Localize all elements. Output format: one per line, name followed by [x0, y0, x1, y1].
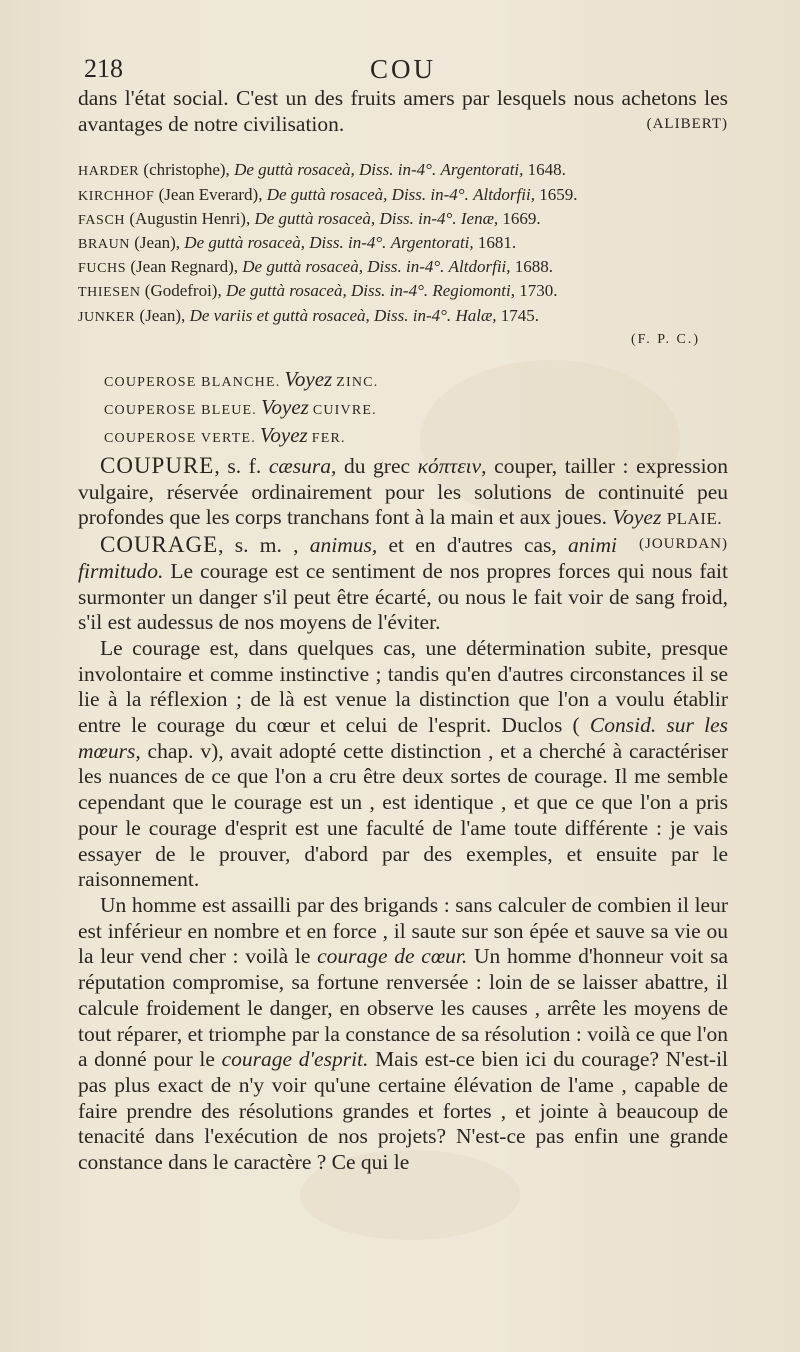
bibliography-signature: (F. P. C.) — [630, 331, 700, 347]
intro-text: dans l'état social. C'est un des fruits amers par lesquels nous achetons les avantages de notre civilisation. — [78, 86, 728, 136]
paragraph-2: Le courage est, dans quelques cas, une détermination subite, presque involontaire et comme instinctive ; tandis qu'en d'autres circonstances il se lie à la réflexion ; de là est venue la distinction que l'on a voulu établir entre le courage du cœur et celui de l'esprit. Duclos ( Consid. sur les mœurs, chap. v), avait adopté cette distinction , et a cherché à caractériser les nuances de ce que l'on a cru être deux sortes de courage. Il me semble cependant que le courage est un , est identique , et que ce que l'on a pris pour le courage d'esprit est une faculté de l'ame toute différente : je vais essayer de le prouver, d'abord par des exemples, et ensuite par le raisonnement. — [78, 635, 729, 892]
bibliography-entry: HARDER (christophe), De guttà rosaceà, Diss. in-4°. Argentorati, 1648. — [78, 160, 566, 180]
running-head: COU — [369, 54, 436, 84]
xref-entry: COUPEROSE BLEUE. Voyez CUIVRE. — [104, 395, 377, 420]
entry-courage: COURAGE, s. m. , animus, et en d'autres cas, animi firmitudo. Le courage est ce sentiment de nos propres forces qui nous fait surmonter un danger s'il peut être écarté, ou nous le fait voir de sang froid, s'il est audessus de nos moyens de l'éviter. — [78, 532, 728, 635]
coupure-signature: (JOURDAN) — [639, 536, 728, 553]
paragraph-3: Un homme est assailli par des brigands : sans calculer de combien il leur est inférieur en nombre et en force , il saute sur son épée et sauve sa vie ou la leur vend cher : voilà le courage de cœur. Un homme d'honneur voit sa réputation compromise, sa fortune renversée : loin de se laisser abattre, il calcule froidement le danger, en observe les causes , arrête les moyens de tout réparer, et triomphe par la constance de sa résolution : voilà ce que l'on a donné pour le courage d'esprit. Mais est-ce bien ici du courage? N'est-il pas plus exact de n'y voir qu'une certaine élévation de l'ame , capable de faire prendre des résolutions grandes et fortes , et jointe à beaucoup de tenacité dans l'exécution de nos projets? N'est-ce pas enfin une grande constance dans le caractère ? Ce qui le — [78, 892, 729, 1175]
bibliography — [78, 159, 728, 351]
bibliography-entry: KIRCHHOF (Jean Everard), De guttà rosaceà, Diss. in-4°. Altdorfii, 1659. — [78, 184, 578, 204]
bibliography-entry: FASCH (Augustin Henri), De guttà rosaceà, Diss. in-4°. Ienæ, 1669. — [78, 208, 541, 228]
page-number: 218 — [84, 54, 123, 83]
bibliography-entry: FUCHS (Jean Regnard), De guttà rosaceà, Diss. in-4°. Altdorfii, 1688. — [78, 257, 554, 277]
intro-signature: (ALIBERT) — [646, 115, 728, 132]
entry-coupure: COUPURE, s. f. cæsura, du grec κόπτειν, couper, tailler : expression vulgaire, réservée ordinairement pour les solutions de continuité peu profondes que les corps tranchans font à la main et aux joues. Voyez PLAIE. (JOURDAN) — [78, 453, 728, 532]
bibliography-entry: BRAUN (Jean), De guttà rosaceà, Diss. in-4°. Argentorati, 1681. — [78, 233, 517, 253]
bibliography-entry: THIESEN (Godefroi), De guttà rosaceà, Diss. in-4°. Regiomonti, 1730. — [78, 281, 558, 301]
xref-entry: COUPEROSE VERTE. Voyez FER. — [104, 423, 346, 448]
headword-courage: COURAGE — [100, 532, 219, 558]
headword-coupure: COUPURE — [100, 453, 215, 479]
bibliography-entry: JUNKER (Jean), De variis et guttà rosaceà, Diss. in-4°. Halæ, 1745. — [78, 305, 540, 325]
page-header — [78, 48, 728, 88]
xref-entry: COUPEROSE BLANCHE. Voyez ZINC. — [104, 367, 379, 392]
page-body — [78, 86, 728, 1176]
cross-references — [78, 367, 728, 451]
intro-paragraph — [78, 86, 728, 137]
